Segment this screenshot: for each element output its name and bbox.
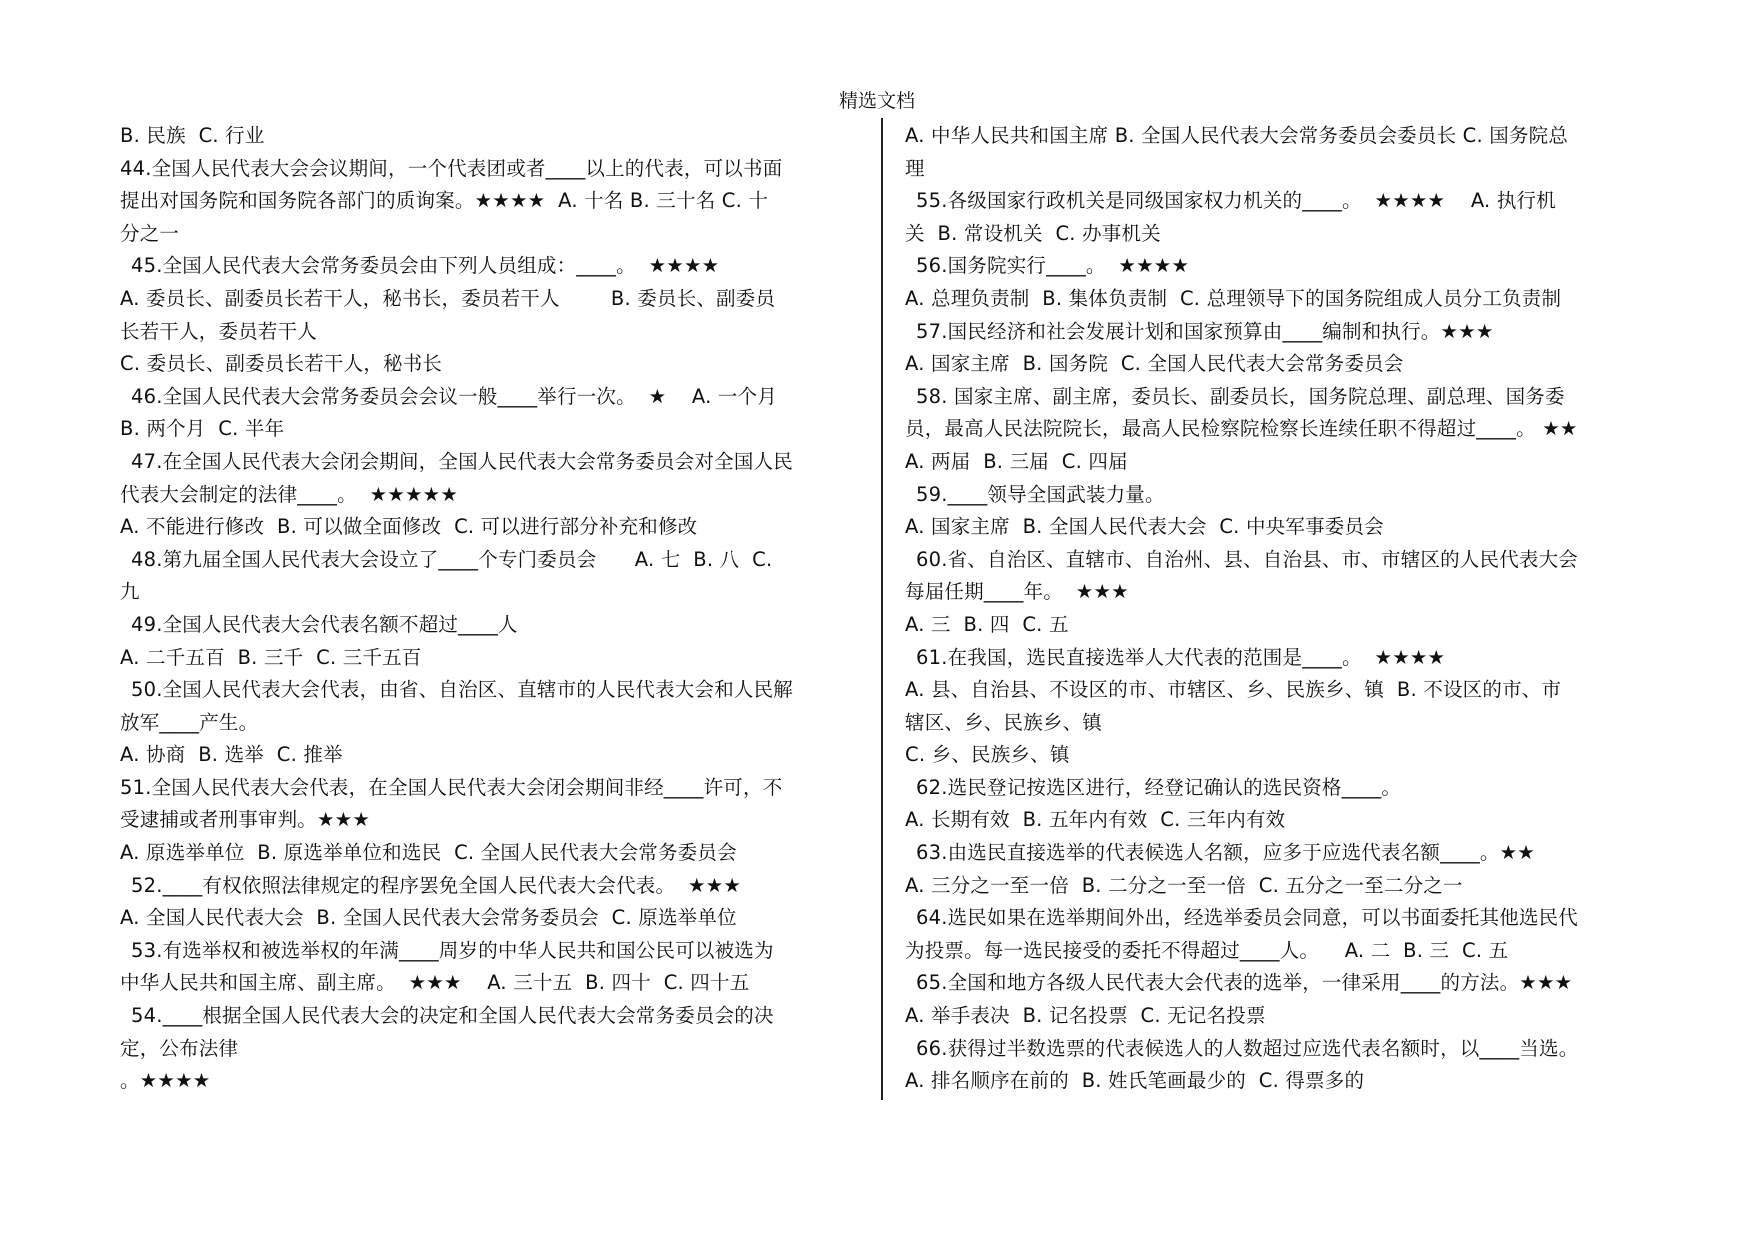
text-line: 57.国民经济和社会发展计划和国家预算由____编制和执行。★★★ [916,319,1494,343]
text-line: 为投票。每一选民接受的委托不得超过____人。 A. 二 B. 三 C. 五 [905,938,1509,962]
text-line: 。★★★★ [120,1069,211,1093]
text-line: 九 [120,580,140,604]
text-line: 长若干人，委员若干人 [120,319,318,343]
text-line: A. 三 B. 四 C. 五 [905,612,1069,636]
text-line: 55.各级国家行政机关是同级国家权力机关的____。 ★★★★ A. 执行机 [916,189,1556,213]
text-line: 辖区、乡、民族乡、镇 [905,710,1103,734]
text-line: A. 举手表决 B. 记名投票 C. 无记名投票 [905,1004,1266,1028]
page-header: 精选文档 [838,90,915,112]
text-line: A. 国家主席 B. 国务院 C. 全国人民代表大会常务委员会 [905,352,1404,376]
text-line: 51.全国人民代表大会代表，在全国人民代表大会闭会期间非经____许可，不 [120,775,783,799]
text-line: A. 委员长、副委员长若干人，秘书长，委员若干人 B. 委员长、副委员 [120,286,776,310]
text-line: 45.全国人民代表大会常务委员会由下列人员组成：____。 ★★★★ [131,254,720,278]
text-line: 59.____领导全国武装力量。 [916,482,1165,506]
text-line: 提出对国务院和国务院各部门的质询案。★★★★ A. 十名 B. 三十名 C. 十 [120,189,769,213]
column-divider [881,118,883,1100]
text-line: 58. 国家主席、副主席，委员长、副委员长，国务院总理、副总理、国务委 [916,384,1565,408]
text-line: 44.全国人民代表大会会议期间，一个代表团或者____以上的代表，可以书面 [120,156,783,180]
text-line: C. 委员长、副委员长若干人，秘书长 [120,352,443,376]
text-line: A. 二千五百 B. 三千 C. 三千五百 [120,645,422,669]
text-line: 46.全国人民代表大会常务委员会会议一般____举行一次。 ★ A. 一个月 [131,384,777,408]
text-line: 60.省、自治区、直辖市、自治州、县、自治县、市、市辖区的人民代表大会 [916,547,1579,571]
text-line: A. 协商 B. 选举 C. 推举 [120,743,343,767]
left-column [120,120,862,1098]
text-line: 关 B. 常设机关 C. 办事机关 [905,221,1161,245]
text-line: 定，公布法律 [120,1036,239,1060]
text-line: 62.选民登记按选区进行，经登记确认的选民资格____。 [916,775,1402,799]
text-line: 66.获得过半数选票的代表候选人的人数超过应选代表名额时，以____当选。 [916,1036,1579,1060]
text-line: A. 原选举单位 B. 原选举单位和选民 C. 全国人民代表大会常务委员会 [120,841,737,865]
text-line: 48.第九届全国人民代表大会设立了____个专门委员会 A. 七 B. 八 C. [131,547,773,571]
text-line: A. 总理负责制 B. 集体负责制 C. 总理领导下的国务院组成人员分工负责制 [905,286,1562,310]
text-line: 受逮捕或者刑事审判。★★★ [120,808,371,832]
text-line: 分之一 [120,221,180,245]
text-line: A. 排名顺序在前的 B. 姓氏笔画最少的 C. 得票多的 [905,1069,1365,1093]
text-line: 63.由选民直接选举的代表候选人名额，应多于应选代表名额____。★★ [916,841,1535,865]
text-line: B. 民族 C. 行业 [120,124,265,147]
text-line: A. 两届 B. 三届 C. 四届 [905,449,1128,473]
text-line: 放军____产生。 [120,710,259,734]
text-line: 53.有选举权和被选举权的年满____周岁的中华人民共和国公民可以被选为 [131,938,774,962]
text-line: 61.在我国，选民直接选举人大代表的范围是____。 ★★★★ [916,645,1446,669]
text-line: 64.选民如果在选举期间外出，经选举委员会同意，可以书面委托其他选民代 [916,906,1579,930]
text-line: A. 国家主席 B. 全国人民代表大会 C. 中央军事委员会 [905,515,1384,539]
text-line: A. 三分之一至一倍 B. 二分之一至一倍 C. 五分之一至二分之一 [905,873,1463,897]
text-line: 47.在全国人民代表大会闭会期间，全国人民代表大会常务委员会对全国人民 [131,449,794,473]
text-line: 65.全国和地方各级人民代表大会代表的选举，一律采用____的方法。★★★ [916,971,1573,995]
text-line: A. 全国人民代表大会 B. 全国人民代表大会常务委员会 C. 原选举单位 [120,906,737,930]
text-line: 员，最高人民法院院长，最高人民检察院检察长连续任职不得超过____。 ★★ [905,417,1578,441]
text-line: B. 两个月 C. 半年 [120,417,285,441]
text-line: 理 [905,156,925,180]
text-line: C. 乡、民族乡、镇 [905,743,1070,767]
text-line: 50.全国人民代表大会代表，由省、自治区、直辖市的人民代表大会和人民解 [131,678,794,702]
text-line: 52.____有权依照法律规定的程序罢免全国人民代表大会代表。 ★★★ [131,873,742,897]
text-line: A. 县、自治县、不设区的市、市辖区、乡、民族乡、镇 B. 不设区的市、市 [905,678,1562,702]
text-line: 56.国务院实行____。 ★★★★ [916,254,1190,278]
text-line: 每届任期____年。 ★★★ [905,580,1129,604]
text-line: A. 中华人民共和国主席 B. 全国人民代表大会常务委员会委员长 C. 国务院总 [905,124,1569,147]
text-line: 49.全国人民代表大会代表名额不超过____人 [131,612,518,636]
text-line: 中华人民共和国主席、副主席。 ★★★ A. 三十五 B. 四十 C. 四十五 [120,971,750,995]
text-line: A. 不能进行修改 B. 可以做全面修改 C. 可以进行部分补充和修改 [120,515,698,539]
right-column [905,120,1647,1098]
text-line: A. 长期有效 B. 五年内有效 C. 三年内有效 [905,808,1286,832]
text-line: 54.____根据全国人民代表大会的决定和全国人民代表大会常务委员会的决 [131,1004,774,1028]
text-line: 代表大会制定的法律____。 ★★★★★ [120,482,459,506]
